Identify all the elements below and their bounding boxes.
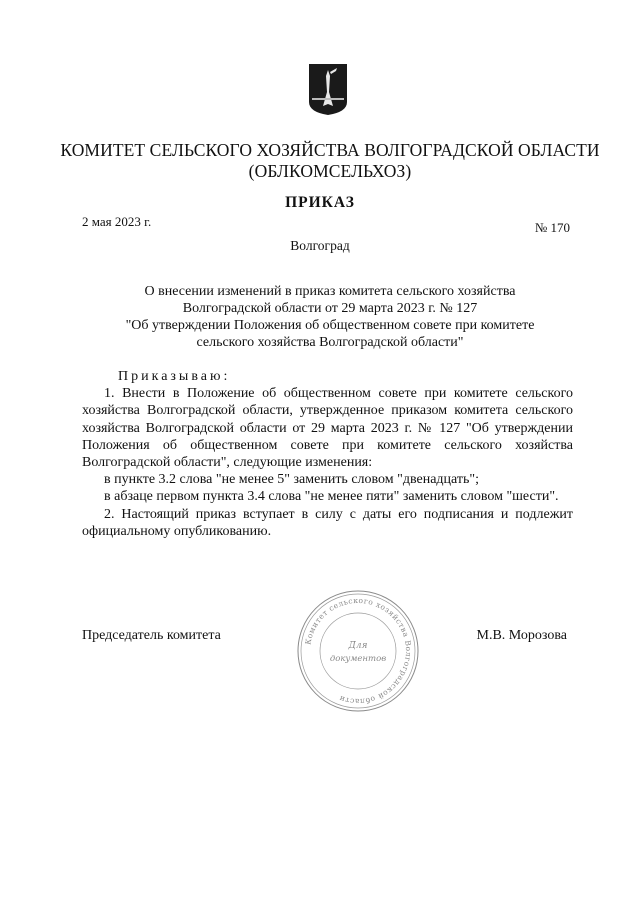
organization-name-line2: (ОБЛКОМСЕЛЬХОЗ) [248,161,412,181]
organization-name-line1: КОМИТЕТ СЕЛЬСКОГО ХОЗЯЙСТВА ВОЛГОГРАДСКОЙ ОБЛАСТИ [60,140,600,160]
subject-line: Волгоградской области от 29 марта 2023 г. № 127 [182,301,478,316]
stamp-center-text: Для [348,641,368,651]
document-body [82,368,573,540]
signatory-name: М.В. Морозова [476,628,567,643]
signatory-position: Председатель комитета [82,628,221,643]
stamp-center-text: документов [329,654,387,664]
change-item-2: в абзаце первом пункта 3.4 слова "не менее пяти" заменить словом "шести". [104,489,559,505]
subject-line: сельского хозяйства Волгоградской области" [196,335,464,350]
document-city: Волгоград [290,238,350,253]
stamp-ring-text: Комитет сельского хозяйства Волгоградской области [303,595,414,707]
document-subject [90,283,570,351]
coat-of-arms-emblem [307,62,349,116]
change-item-1: в пункте 3.2 слова "не менее 5" заменить словом "двенадцать"; [104,472,479,488]
document-type: ПРИКАЗ [285,194,355,211]
document-date: 2 мая 2023 г. [82,214,152,229]
document-number: № 170 [534,220,570,235]
order-item-1: 1. Внести в Положение об общественном совете при комитете сельского хозяйства Волгоградской области, утвержденное приказом комитета сельского хозяйства Волгоградской области от 29 марта 2023 г. № 127 "Об утверждении Положения об общественном совете при комитете сельского хозяйства Волгоградской области", следующие изменения: [82,386,573,471]
order-item-2: 2. Настоящий приказ вступает в силу с даты его подписания и подлежит официальному опубликованию. [82,506,573,539]
organization-name [60,140,600,182]
subject-line: О внесении изменений в приказ комитета сельского хозяйства [144,284,516,299]
subject-line: "Об утверждении Положения об общественном совете при комитете [125,318,535,333]
official-stamp [295,588,421,714]
order-word: Приказываю: [118,369,231,384]
